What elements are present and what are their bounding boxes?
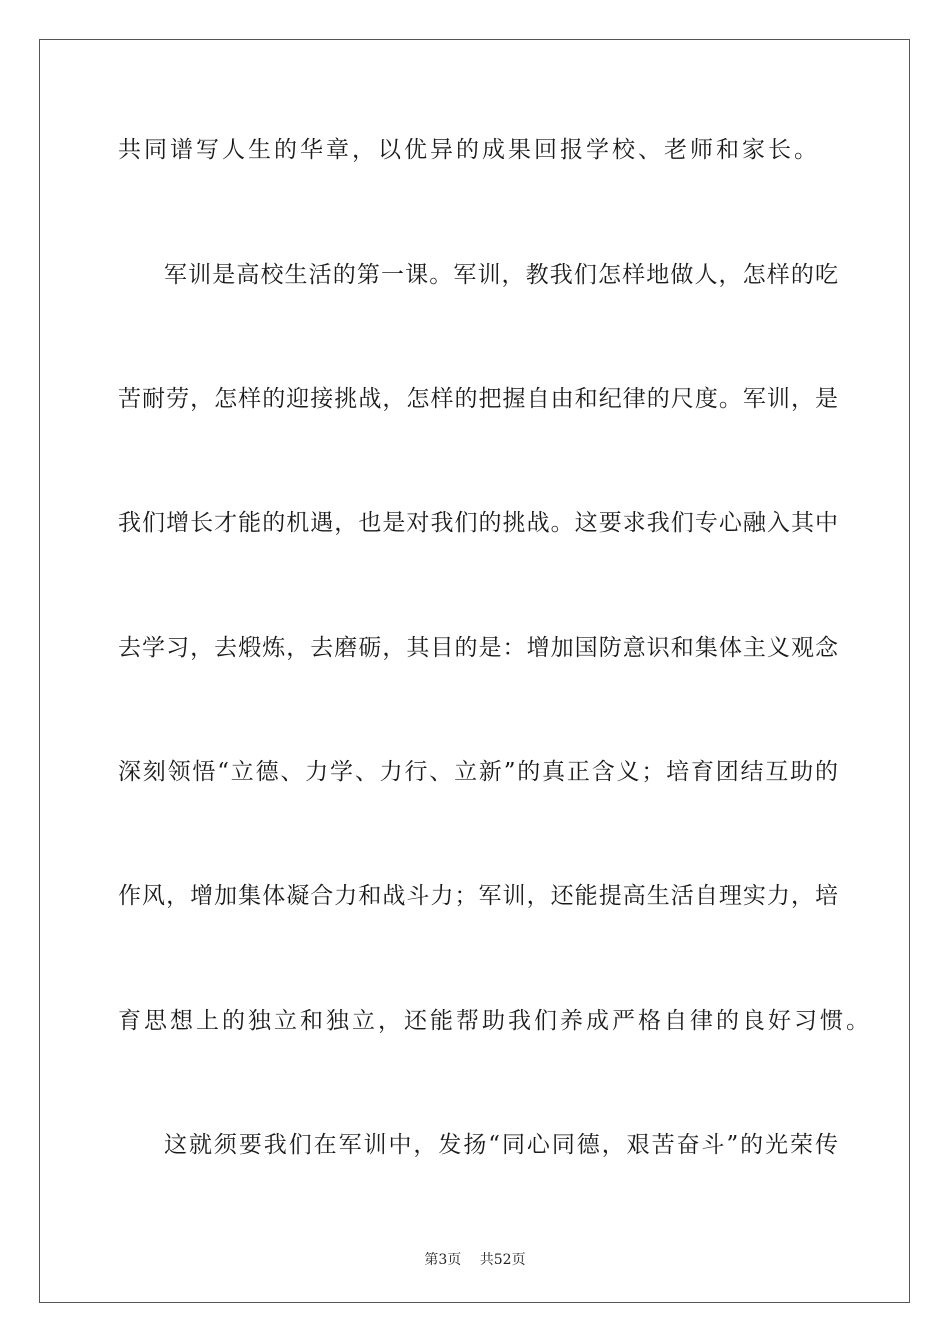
text-line-6: 深刻领悟“立德、力学、力行、立新”的真正含义；培育团结互助的 <box>118 759 838 785</box>
page-border <box>39 39 910 1303</box>
text-line-8: 育思想上的独立和独立，还能帮助我们养成严格自律的良好习惯。 <box>118 1008 872 1034</box>
text-line-9: 这就须要我们在军训中，发扬“同心同德，艰苦奋斗”的光荣传 <box>164 1132 838 1158</box>
text-line-1: 共同谱写人生的华章，以优异的成果回报学校、老师和家长。 <box>118 137 820 163</box>
text-line-7: 作风，增加集体凝合力和战斗力；军训，还能提高生活自理实力，培 <box>118 883 838 909</box>
page-number-current: 第3页 <box>424 1252 462 1268</box>
page-footer <box>0 1249 950 1269</box>
page-number-total: 共52页 <box>479 1252 526 1268</box>
text-line-5: 去学习，去煅炼，去磨砺，其目的是：增加国防意识和集体主义观念 <box>118 635 838 661</box>
text-line-2: 军训是高校生活的第一课。军训，教我们怎样地做人，怎样的吃 <box>164 262 838 288</box>
text-line-3: 苦耐劳，怎样的迎接挑战，怎样的把握自由和纪律的尺度。军训，是 <box>118 386 838 412</box>
text-line-4: 我们增长才能的机遇，也是对我们的挑战。这要求我们专心融入其中 <box>118 510 838 536</box>
